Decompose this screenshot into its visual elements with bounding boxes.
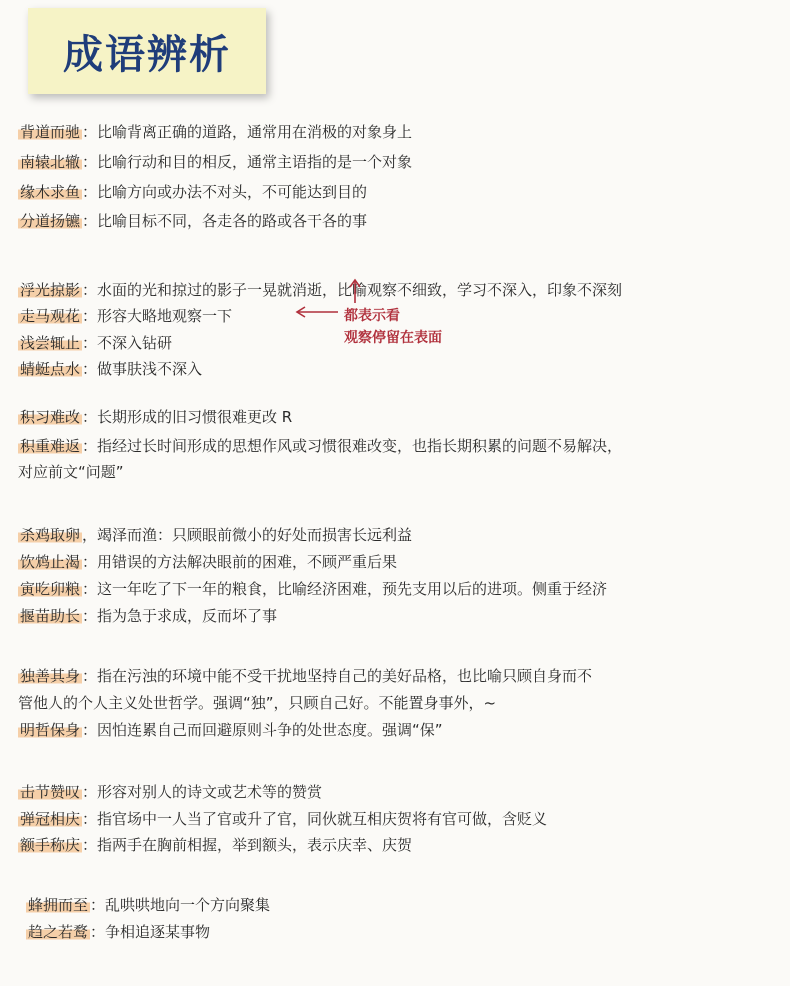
idiom-definition: 比喻行动和目的相反，通常主语指的是一个对象 bbox=[97, 153, 413, 171]
entry: 分道扬镳 ：比喻目标不同，各走各的路或各干各的事 bbox=[20, 212, 368, 230]
entry: 缘木求鱼 ：比喻方向或办法不对头，不可能达到目的 bbox=[20, 183, 368, 201]
idiom-definition: 指官场中一人当了官或升了官，同伙就互相庆贺将有官可做，含贬义 bbox=[97, 810, 548, 828]
entry: 揠苗助长 ：指为急于求成，反而坏了事 bbox=[20, 607, 278, 625]
idiom-term: 明哲保身 bbox=[20, 721, 81, 739]
idiom-definition: 指经过长时间形成的思想作风或习惯很难改变，也指长期积累的问题不易解决， bbox=[97, 437, 623, 455]
idiom-term: 背道而驰 bbox=[20, 123, 81, 141]
idiom-term: 击节赞叹 bbox=[20, 783, 81, 801]
idiom-definition: 不深入钻研 bbox=[97, 334, 173, 352]
entry: 趋之若鹜 ：争相追逐某事物 bbox=[28, 923, 211, 941]
entry: 杀鸡取卵 ，竭泽而渔：只顾眼前微小的好处而损害长远利益 bbox=[20, 526, 413, 544]
entry: 饮鸩止渴 ：用错误的方法解决眼前的困难，不顾严重后果 bbox=[20, 553, 398, 571]
idiom-definition: 指两手在胸前相握，举到额头，表示庆幸、庆贺 bbox=[97, 836, 413, 854]
idiom-definition: 比喻背离正确的道路，通常用在消极的对象身上 bbox=[97, 123, 413, 141]
entry: 额手称庆 ：指两手在胸前相握，举到额头，表示庆幸、庆贺 bbox=[20, 836, 413, 854]
idiom-term: 浮光掠影 bbox=[20, 281, 81, 299]
idiom-term: 趋之若鹜 bbox=[28, 923, 89, 941]
entry: 蜻蜓点水 ：做事肤浅不深入 bbox=[20, 360, 203, 378]
entry: 蜂拥而至 ：乱哄哄地向一个方向聚集 bbox=[28, 896, 271, 914]
idiom-term: 杀鸡取卵 bbox=[20, 526, 81, 544]
idiom-definition: 争相追逐某事物 bbox=[105, 923, 211, 941]
idiom-definition: 形容对别人的诗文或艺术等的赞赏 bbox=[97, 783, 323, 801]
idiom-definition: 竭泽而渔：只顾眼前微小的好处而损害长远利益 bbox=[97, 526, 413, 544]
idiom-term: 寅吃卯粮 bbox=[20, 580, 81, 598]
idiom-term: 浅尝辄止 bbox=[20, 334, 81, 352]
idiom-definition: 指为急于求成，反而坏了事 bbox=[97, 607, 278, 625]
entry: 寅吃卯粮 ：这一年吃了下一年的粮食，比喻经济困难，预先支用以后的进项。侧重于经济 bbox=[20, 580, 608, 598]
entry: 积重难返 ：指经过长时间形成的思想作风或习惯很难改变，也指长期积累的问题不易解决， bbox=[20, 437, 623, 455]
idiom-definition: 这一年吃了下一年的粮食，比喻经济困难，预先支用以后的进项。侧重于经济 bbox=[97, 580, 608, 598]
idiom-term: 揠苗助长 bbox=[20, 607, 81, 625]
title-card bbox=[28, 8, 266, 94]
idiom-definition: 乱哄哄地向一个方向聚集 bbox=[105, 896, 271, 914]
page-title: 成语辨析 bbox=[63, 30, 231, 78]
entry: 积习难改 ：长期形成的旧习惯很难更改 R bbox=[20, 408, 293, 426]
idiom-term: 弹冠相庆 bbox=[20, 810, 81, 828]
idiom-term: 积习难改 bbox=[20, 408, 81, 426]
idiom-term: 缘木求鱼 bbox=[20, 183, 81, 201]
idiom-term: 蜻蜓点水 bbox=[20, 360, 81, 378]
idiom-definition: 用错误的方法解决眼前的困难，不顾严重后果 bbox=[97, 553, 398, 571]
idiom-definition: 因怕连累自己而回避原则斗争的处世态度。强调“保” bbox=[97, 721, 443, 739]
arrow-left-icon bbox=[294, 305, 340, 319]
annotation-line2: 观察停留在表面 bbox=[344, 330, 442, 346]
entry-continuation: 对应前文“问题” bbox=[18, 463, 124, 481]
entry: 南辕北辙 ：比喻行动和目的相反，通常主语指的是一个对象 bbox=[20, 153, 413, 171]
idiom-term: 积重难返 bbox=[20, 437, 81, 455]
entry: 击节赞叹 ：形容对别人的诗文或艺术等的赞赏 bbox=[20, 783, 323, 801]
entry: 明哲保身 ：因怕连累自己而回避原则斗争的处世态度。强调“保” bbox=[20, 721, 443, 739]
entry: 独善其身 ：指在污浊的环境中能不受干扰地坚持自己的美好品格，也比喻只顾自身而不 bbox=[20, 667, 593, 685]
idiom-term: 独善其身 bbox=[20, 667, 81, 685]
idiom-definition: 水面的光和掠过的影子一晃就消逝，比喻观察不细致，学习不深入，印象不深刻 bbox=[97, 281, 623, 299]
idiom-term: 南辕北辙 bbox=[20, 153, 81, 171]
idiom-term: 蜂拥而至 bbox=[28, 896, 89, 914]
arrow-up-icon bbox=[348, 278, 362, 304]
entry: 浅尝辄止 ：不深入钻研 bbox=[20, 334, 173, 352]
idiom-term: 饮鸩止渴 bbox=[20, 553, 81, 571]
idiom-definition: 形容大略地观察一下 bbox=[97, 307, 233, 325]
entry: 浮光掠影 ：水面的光和掠过的影子一晃就消逝，比喻观察不细致，学习不深入，印象不深刻 bbox=[20, 281, 623, 299]
entry: 背道而驰 ：比喻背离正确的道路，通常用在消极的对象身上 bbox=[20, 123, 413, 141]
idiom-definition: 长期形成的旧习惯很难更改 R bbox=[97, 408, 293, 426]
idiom-definition: 做事肤浅不深入 bbox=[97, 360, 203, 378]
idiom-term: 额手称庆 bbox=[20, 836, 81, 854]
entry: 弹冠相庆 ：指官场中一人当了官或升了官，同伙就互相庆贺将有官可做，含贬义 bbox=[20, 810, 548, 828]
entry: 走马观花 ：形容大略地观察一下 bbox=[20, 307, 233, 325]
idiom-term: 分道扬镳 bbox=[20, 212, 81, 230]
idiom-definition: 指在污浊的环境中能不受干扰地坚持自己的美好品格，也比喻只顾自身而不 bbox=[97, 667, 593, 685]
idiom-definition: 比喻目标不同，各走各的路或各干各的事 bbox=[97, 212, 368, 230]
entry-continuation: 管他人的个人主义处世哲学。强调“独”，只顾自己好。不能置身事外，~ bbox=[18, 694, 497, 712]
annotation-line1: 都表示看 bbox=[344, 308, 400, 324]
idiom-definition: 比喻方向或办法不对头，不可能达到目的 bbox=[97, 183, 368, 201]
idiom-term: 走马观花 bbox=[20, 307, 81, 325]
